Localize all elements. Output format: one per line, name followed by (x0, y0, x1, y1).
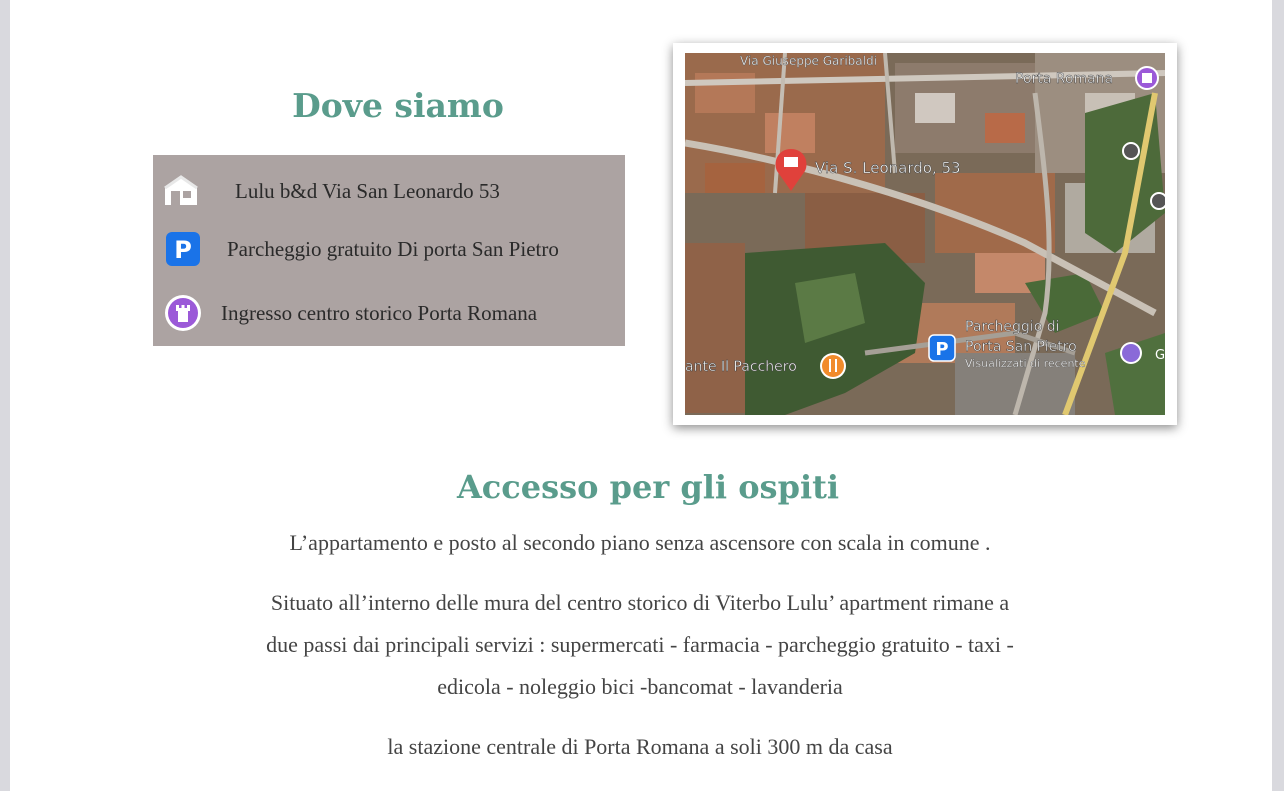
dove-siamo-heading: Dove siamo (292, 86, 504, 125)
satellite-map (685, 53, 1165, 415)
document-page (10, 0, 1272, 791)
map-label-parking-1: Parcheggio di (965, 319, 1060, 335)
svg-text:P: P (935, 339, 949, 360)
accesso-heading: Accesso per gli ospiti (456, 468, 840, 506)
parking-icon (163, 229, 203, 269)
map-label-porta-romana: Porta Romana (1015, 71, 1114, 87)
tower-icon (163, 293, 203, 333)
legend-label-parking: Parcheggio gratuito Di porta San Pietro (227, 236, 559, 261)
paragraph-location-line-1: Situato all’interno delle mura del centro storico di Viterbo Lulu’ apartment rimane a (270, 590, 1010, 615)
map-label-street: Via Giuseppe Garibaldi (740, 54, 877, 68)
legend-item-parking (163, 229, 559, 269)
legend-item-house (161, 171, 500, 211)
paragraph-station: la stazione centrale di Porta Romana a soli 300 m da casa (387, 734, 893, 759)
svg-text:P: P (174, 236, 192, 264)
map-label-parking-2: Porta San Pietro (965, 339, 1077, 355)
map-label-cut: G (1155, 348, 1165, 363)
map-tower-marker-icon[interactable] (1135, 66, 1159, 90)
legend-label-tower: Ingresso centro storico Porta Romana (221, 300, 538, 325)
house-icon (161, 171, 201, 211)
paragraph-location (152, 582, 1128, 708)
restaurant-marker-icon[interactable] (820, 353, 846, 379)
paragraph-location-line-3: edicola - noleggio bici -bancomat - lavanderia (437, 674, 843, 699)
map-label-parking-sub: Visualizzati di recente (965, 357, 1086, 370)
paragraph-location-line-2: due passi dai principali servizi : supermercati - farmacia - parcheggio gratuito - taxi - (266, 632, 1014, 657)
map-label-address: Via S. Leonardo, 53 (815, 159, 961, 177)
map-parking-marker-icon[interactable] (929, 335, 955, 361)
map-fuel-marker-icon (1120, 342, 1142, 364)
legend-label-house: Lulu b&d Via San Leonardo 53 (235, 178, 500, 203)
map-legend (153, 155, 625, 346)
legend-item-tower (163, 293, 537, 333)
map-photo (673, 43, 1177, 425)
map-label-restaurant: ante Il Pacchero (685, 359, 797, 375)
paragraph-stairs: L’appartamento e posto al secondo piano senza ascensore con scala in comune . (289, 530, 991, 555)
